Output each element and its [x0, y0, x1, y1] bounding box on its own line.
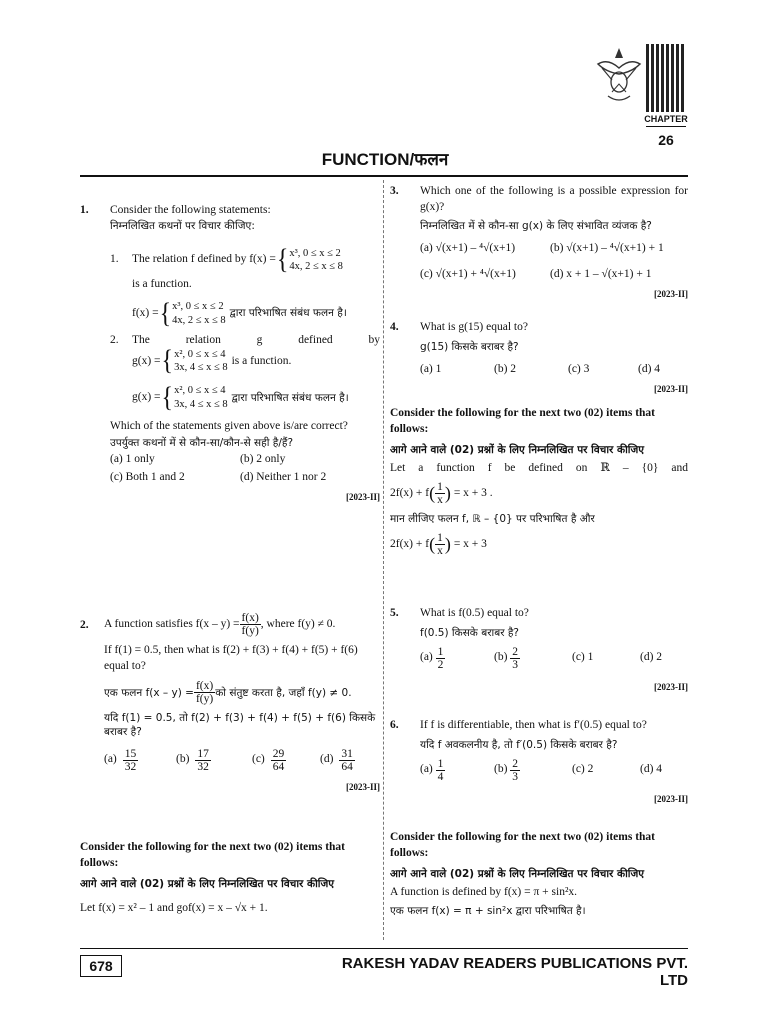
q1-stem-en: Consider the following statements: [110, 204, 271, 216]
s1-case-2: 4x, 2 ≤ x ≤ 8 [289, 260, 343, 272]
q2-option-fraction [123, 748, 139, 773]
q4-option-d[interactable]: (d) 4 [638, 362, 661, 375]
q2-option-numerator: 29 [272, 747, 285, 760]
q6-options [420, 758, 688, 783]
q1-option-c[interactable]: (c) Both 1 and 2 [110, 470, 185, 483]
q2-options [104, 748, 380, 773]
q5-year-tag: [2023-II] [654, 681, 688, 692]
q2-hi-fraction [194, 680, 215, 705]
q2-option-numerator: 15 [124, 747, 137, 760]
q4-option-c[interactable]: (c) 3 [568, 362, 590, 375]
q6-a-den: 4 [437, 770, 444, 783]
q1-options-row-1 [110, 452, 380, 468]
eq2-frac-den: x [437, 545, 443, 558]
chapter-stripes [646, 44, 686, 112]
q2-year-tag: [2023-II] [346, 781, 380, 792]
s2-hi-lhs: g(x) = [132, 390, 161, 403]
s1-hi-case-1: x³, 0 ≤ x ≤ 2 [172, 301, 224, 313]
s2-number: 2. [110, 333, 119, 346]
s1-hi-cases [172, 300, 226, 326]
s1-text: The relation f defined by [132, 253, 247, 266]
q3-option-b[interactable]: (b) √(x+1) – ⁴√(x+1) + 1 [550, 242, 664, 255]
q2-option-fraction [271, 748, 287, 773]
q3-number: 3. [390, 185, 399, 197]
q2-stem [104, 612, 380, 637]
page-number: 678 [80, 955, 122, 977]
eq2-fraction [435, 532, 445, 557]
q2-line-2: If f(1) = 0.5, then what is f(2) + f(3) + f(4) + f(5) + f(6) equal to? [104, 644, 358, 672]
q5-option-d[interactable]: (d) 2 [640, 651, 663, 664]
q4-number: 4. [390, 321, 399, 333]
q6-option-c[interactable]: (c) 2 [572, 763, 594, 776]
publisher-name: RAKESH YADAV READERS PUBLICATIONS PVT. LTD [341, 955, 688, 989]
q6-b-label: (b) [494, 763, 508, 776]
q1-ask-en: Which of the statements given above is/are correct? [110, 419, 348, 432]
q2-option-label: (a) [104, 753, 117, 766]
q3-stem-hi: निम्नलिखित में से कौन-सा g(x) के लिए संभावित व्यंजक है? [420, 220, 652, 233]
q1-option-b[interactable]: (b) 2 only [240, 453, 286, 466]
q2-hi-b: को संतुष्ट करता है, जहाँ f(y) ≠ 0. [215, 686, 352, 699]
chapter-divider [646, 126, 686, 127]
q4-year-tag: [2023-II] [654, 384, 688, 395]
q2-frac-den: f(y) [241, 625, 259, 638]
s2-hi-case-2: 3x, 4 ≤ x ≤ 8 [174, 398, 228, 410]
column-divider [383, 180, 384, 940]
s1-brace: { [276, 244, 289, 276]
question-3 [390, 184, 688, 300]
q3-option-d[interactable]: (d) x + 1 – √(x+1) + 1 [550, 267, 652, 280]
chapter-number: 26 [658, 132, 674, 148]
s2-tail: is a function. [231, 354, 292, 367]
instr-left-given: Let f(x) = x² – 1 and gof(x) = x – √x + 1. [80, 902, 268, 915]
q2-hi-a: एक फलन f(x – y) = [104, 686, 194, 699]
q5-option-a[interactable] [420, 646, 494, 671]
q1-statement-1-hi [132, 297, 380, 330]
q6-option-b[interactable] [494, 758, 572, 783]
q5-options [420, 646, 688, 671]
q1-number: 1. [80, 204, 89, 216]
instr-r2-given-hi: एक फलन f(x) = π + sin²x द्वारा परिभाषित है। [390, 904, 586, 917]
s1-tail: is a function. [132, 277, 192, 290]
q2-stem-a: A function satisfies f(x – y) = [104, 617, 240, 630]
q5-a-den: 2 [437, 658, 444, 671]
question-2 [80, 612, 380, 793]
instr-r1-let: Let a function f be defined on ℝ – {0} and [390, 462, 688, 475]
eq2-lhs: 2f(x) + f [390, 537, 430, 550]
instructions-left [80, 840, 380, 917]
s2-text: The relation g defined by [132, 333, 380, 346]
q5-option-b[interactable] [494, 646, 572, 671]
s2-hi-case-1: x², 0 ≤ x ≤ 4 [174, 385, 226, 397]
q1-statement-2-hi [132, 381, 380, 414]
instr-r1-equation-2 [390, 532, 688, 557]
q4-stem-en: What is g(15) equal to? [420, 321, 528, 333]
q2-option-c[interactable] [252, 748, 320, 773]
q2-stem-b: , where f(y) ≠ 0. [260, 617, 336, 630]
instr-left-en: Consider the following for the next two (02) items that follows: [80, 841, 346, 869]
question-4 [390, 320, 688, 395]
q2-hi-frac-num: f(x) [195, 680, 214, 693]
instr-r2-hi: आगे आने वाले (02) प्रश्नों के लिए निम्नलिखित पर विचार कीजिए [390, 868, 645, 881]
q1-option-d[interactable]: (d) Neither 1 nor 2 [240, 470, 327, 483]
q3-option-a[interactable]: (a) √(x+1) – ⁴√(x+1) [420, 242, 516, 255]
q6-b-num: 2 [512, 757, 519, 770]
q5-b-den: 3 [512, 658, 519, 671]
emblem-icon [594, 44, 644, 106]
q6-option-d[interactable]: (d) 4 [640, 763, 663, 776]
q2-option-label: (c) [252, 753, 265, 766]
q1-options-row-2 [110, 470, 380, 486]
q2-option-denominator: 32 [124, 760, 137, 773]
s2-case-2: 3x, 4 ≤ x ≤ 8 [174, 362, 228, 374]
q6-year-tag: [2023-II] [654, 793, 688, 804]
eq1-lhs: 2f(x) + f [390, 486, 430, 499]
s2-hi-brace: { [161, 381, 174, 414]
q3-stem-en: Which one of the following is a possible expression for g(x)? [420, 185, 688, 213]
eq2-rhs: = x + 3 [453, 537, 487, 550]
q2-option-a[interactable] [104, 748, 176, 773]
q2-option-fraction [339, 748, 355, 773]
q5-stem-en: What is f(0.5) equal to? [420, 607, 529, 619]
instr-r1-equation [390, 481, 688, 506]
instructions-right-1 [390, 406, 688, 557]
q1-statement-2-def [132, 345, 380, 377]
s1-hi-case-2: 4x, 2 ≤ x ≤ 8 [172, 314, 226, 326]
question-1 [80, 203, 380, 504]
q6-number: 6. [390, 719, 399, 731]
q5-b-label: (b) [494, 651, 508, 664]
q5-a-num: 1 [437, 645, 444, 658]
q2-stem-fraction [240, 612, 261, 637]
eq1-paren-close: ) [444, 483, 451, 504]
s2-hi-cases [174, 384, 228, 410]
question-5 [390, 606, 688, 693]
s1-number: 1. [110, 253, 119, 266]
s2-hi-tail: द्वारा परिभाषित संबंध फलन है। [231, 391, 349, 404]
q1-statement-1 [110, 244, 380, 276]
eq2-paren-open: ( [429, 534, 436, 555]
q1-year-tag: [2023-II] [346, 492, 380, 503]
q3-options-row-2 [420, 267, 688, 283]
q2-frac-num: f(x) [241, 612, 259, 624]
question-6 [390, 718, 688, 805]
eq1-frac-den: x [437, 493, 443, 506]
q6-stem-hi: यदि f अवकलनीय है, तो f′(0.5) किसके बराबर है? [420, 738, 618, 751]
q5-b-num: 2 [512, 645, 519, 658]
q2-option-denominator: 64 [341, 760, 353, 773]
q3-options-row-1 [420, 241, 688, 257]
footer-rule [80, 948, 688, 949]
s1-hi-brace: { [159, 297, 172, 330]
eq2-frac-num: 1 [437, 532, 443, 545]
q6-option-a[interactable] [420, 758, 494, 783]
q1-stem-hi: निम्नलिखित कथनों पर विचार कीजिए: [110, 219, 255, 232]
eq2-paren-close: ) [444, 534, 451, 555]
q2-option-numerator: 31 [341, 747, 353, 760]
chapter-label: CHAPTER [644, 114, 688, 124]
instr-r1-hi: आगे आने वाले (02) प्रश्नों के लिए निम्नलिखित पर विचार कीजिए [390, 444, 645, 457]
q2-hi-frac-den: f(y) [195, 693, 214, 706]
page-title: FUNCTION/फलन [321, 150, 449, 169]
q1-statement-2 [110, 333, 380, 349]
q2-option-denominator: 32 [197, 760, 209, 773]
eq1-fraction [435, 481, 445, 506]
instr-left-hi: आगे आने वाले (02) प्रश्नों के लिए निम्नलिखित पर विचार कीजिए [80, 878, 335, 891]
q2-option-denominator: 64 [272, 760, 285, 773]
q5-a-label: (a) [420, 651, 433, 664]
q2-option-d[interactable] [320, 748, 380, 773]
eq1-frac-num: 1 [437, 480, 443, 493]
q2-number: 2. [80, 619, 89, 631]
s2-brace: { [161, 345, 174, 377]
eq1-rhs: = x + 3 . [453, 486, 493, 499]
q4-options [420, 362, 688, 378]
instr-r1-en: Consider the following for the next two (02) items that follows: [390, 407, 656, 435]
header-rule [80, 175, 688, 177]
q4-option-a[interactable]: (a) 1 [420, 362, 442, 375]
q2-option-label: (b) [176, 753, 190, 766]
s1-cases [289, 247, 343, 273]
s1-hi-tail: द्वारा परिभाषित संबंध फलन है। [229, 307, 347, 320]
q2-option-fraction [195, 748, 211, 773]
q2-option-label: (d) [320, 753, 334, 766]
q6-stem-en: If f is differentiable, then what is f′(0.5) equal to? [420, 719, 647, 731]
eq1-paren-open: ( [429, 483, 436, 504]
s1-lhs: f(x) = [249, 253, 276, 266]
instructions-right-2 [390, 830, 688, 918]
s2-lhs: g(x) = [132, 354, 161, 367]
q1-option-a[interactable]: (a) 1 only [110, 453, 155, 466]
q2-hi-line-2: यदि f(1) = 0.5, तो f(2) + f(3) + f(4) + f(5) + f(6) किसके बराबर है? [104, 712, 376, 739]
instr-r1-hi-line: मान लीजिए फलन f, ℝ – {0} पर परिभाषित है और [390, 512, 595, 525]
s2-case-1: x², 0 ≤ x ≤ 4 [174, 349, 226, 361]
q3-year-tag: [2023-II] [654, 289, 688, 300]
q6-b-den: 3 [512, 770, 519, 783]
q5-option-c[interactable]: (c) 1 [572, 651, 594, 664]
q5-stem-hi: f(0.5) किसके बराबर है? [420, 626, 519, 639]
q6-a-label: (a) [420, 763, 433, 776]
s1-hi-lhs: f(x) = [132, 306, 159, 319]
instr-r2-en: Consider the following for the next two (02) items that follows: [390, 831, 656, 859]
q1-ask-hi: उपर्युक्त कथनों में से कौन-सा/कौन-से सही है/हैं? [110, 437, 294, 450]
s2-cases [174, 348, 228, 374]
q4-stem-hi: g(15) किसके बराबर है? [420, 340, 519, 353]
q3-option-c[interactable]: (c) √(x+1) + ⁴√(x+1) [420, 267, 516, 280]
instr-r2-given-en: A function is defined by f(x) = π + sin²x. [390, 886, 578, 899]
q2-option-b[interactable] [176, 748, 252, 773]
q4-option-b[interactable]: (b) 2 [494, 362, 517, 375]
q5-number: 5. [390, 607, 399, 619]
s1-case-1: x³, 0 ≤ x ≤ 2 [289, 247, 341, 259]
q6-a-num: 1 [437, 757, 444, 770]
q2-stem-hi [104, 680, 380, 705]
q2-option-numerator: 17 [197, 747, 209, 760]
chapter-box [646, 44, 686, 156]
